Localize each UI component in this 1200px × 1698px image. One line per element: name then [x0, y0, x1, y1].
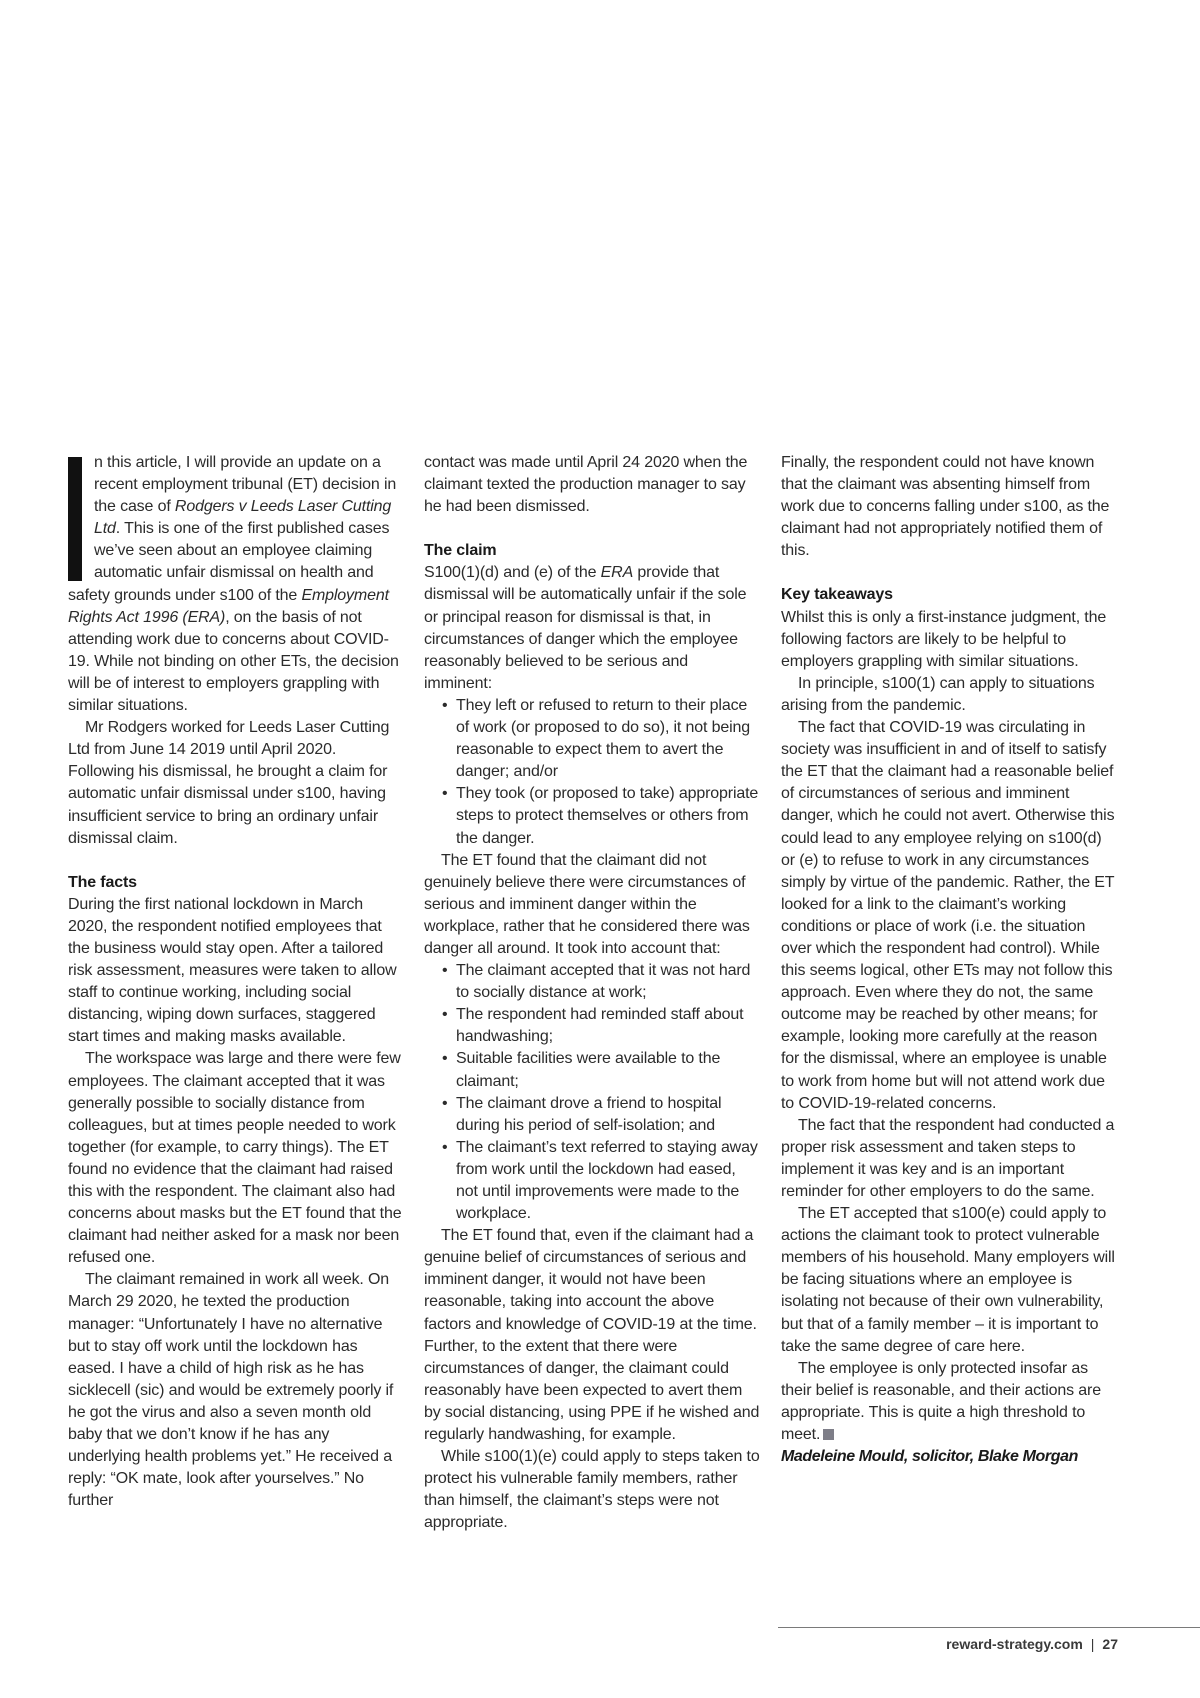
list-item: • The claimant accepted that it was not hard to socially distance at work; — [456, 960, 760, 1004]
paragraph: In principle, s100(1) can apply to situations arising from the pandemic. — [781, 674, 1095, 714]
section-heading-claim: The claim — [424, 542, 497, 560]
paragraph: The fact that the respondent had conducted a proper risk assessment and taken steps to implement it was key and is an important reminder for other employers to do the same. — [781, 1116, 1115, 1200]
paragraph: The ET found that, even if the claimant had a genuine belief of circumstances of serious and imminent danger, it would not have been reasonable, taking into account the above factors and knowledge of COVID-19 at the time. Further, to the extent that there were circumstances of danger, the claimant could reasonably have been expected to avert them by social distancing, using PPE if he wished and regularly handwashing, for example. — [424, 1227, 760, 1444]
intro-text-cont: . This is one of the first published cases we’ve seen about an employee claiming automatic unfair dismissal on health and safety grounds under s100 of the — [68, 520, 390, 604]
paragraph: The ET accepted that s100(e) could apply to actions the claimant took to protect vulnerable members of his household. Many employers will be facing situations where an employee is isolating not because of their own vulnerability, but that of a family member – it is important to take the same degree of care here. — [781, 1205, 1115, 1355]
footer-rule — [778, 1627, 1200, 1628]
spacer — [781, 562, 1117, 584]
section-heading-takeaways: Key takeaways — [781, 586, 893, 604]
intro-text-end: , on the basis of not attending work due to concerns about COVID-19. While not binding on other ETs, the decision will be of interest to employers grappling with similar situations. — [68, 608, 399, 715]
page-footer — [946, 1636, 1118, 1652]
author-byline: Madeleine Mould, solicitor, Blake Morgan — [781, 1448, 1078, 1466]
list-item: • The claimant’s text referred to staying away from work until the lockdown had eased, not until improvements were made to the workplace. — [456, 1137, 760, 1225]
paragraph — [781, 1358, 1117, 1446]
spacer — [68, 850, 404, 872]
paragraph: While s100(1)(e) could apply to steps taken to protect his vulnerable family members, rather than himself, the claimant’s steps were not appropriate. — [424, 1448, 760, 1532]
section-heading-facts: The facts — [68, 873, 137, 891]
paragraph: Mr Rodgers worked for Leeds Laser Cutting Ltd from June 14 2019 until April 2020. Following his dismissal, he brought a claim for automatic unfair dismissal under s100, having insufficient service to bring an ordinary unfair dismissal claim. — [68, 719, 390, 847]
case-name: Rodgers v Leeds Laser Cutting Ltd — [94, 498, 392, 538]
paragraph: The fact that COVID-19 was circulating in society was insufficient in and of itself to satisfy the ET that the claimant had a reasonable belief of circumstances of serious and imminent danger, which he could not avert. Otherwise this could lead to any employee relying on s100(d) or (e) to refuse to work in any circumstances simply by virtue of the pandemic. Rather, the ET looked for a link to the claimant’s working conditions or place of work (i.e. the situation over which the respondent had control). While this seems logical, other ETs may not follow this approach. Even where they do not, the same outcome may be reached by other means; for example, looking more carefully at the reason for the dismissal, where an employee is unable to work from home but will not attend work due to COVID-19-related concerns. — [781, 719, 1115, 1112]
text-span: The employee is only protected insofar as their belief is reasonable, and their actions are appropriate. This is quite a high threshold to meet. — [781, 1359, 1101, 1444]
footer-separator: | — [1090, 1636, 1095, 1652]
bullet-list — [424, 960, 760, 1225]
paragraph: The claimant remained in work all week. On March 29 2020, he texted the production manager: “Unfortunately I have no alternative but to stay off work until the lockdown has eased. I have a child of high risk as he has sicklecell (sic) and would be extremely poorly if he got the virus and also a seven month old baby that we don’t know if he has any underlying health problems yet.” He received a reply: “OK mate, look after yourselves.” No further — [68, 1271, 394, 1510]
paragraph — [424, 562, 760, 695]
page-number: 27 — [1102, 1636, 1118, 1652]
paragraph: The workspace was large and there were few employees. The claimant accepted that it was generally possible to socially distance from colleagues, but at times people needed to work together (for example, to carry things). The ET found no evidence that the claimant had raised this with the respondent. The claimant also had concerns about masks but the ET found that the claimant had neither asked for a mask nor been refused one. — [68, 1050, 402, 1267]
paragraph: During the first national lockdown in March 2020, the respondent notified employees that the business would stay open. After a tailored risk assessment, measures were taken to allow staff to continue working, including social distancing, wiping down surfaces, staggered start times and making masks available. — [68, 895, 397, 1046]
site-url: reward-strategy.com — [946, 1636, 1083, 1652]
text-span: S100(1)(d) and (e) of the — [424, 564, 601, 582]
paragraph: The ET found that the claimant did not genuinely believe there were circumstances of serious and imminent danger within the workplace, rather that he considered there was danger all around. It took into account that: — [424, 851, 750, 957]
paragraph: contact was made until April 24 2020 when the claimant texted the production manager to say he had been dismissed. — [424, 454, 748, 516]
spacer — [424, 518, 760, 540]
list-item: • They left or refused to return to their place of work (or proposed to do so), it not being reasonable to expect them to avert the danger; and/or — [456, 695, 760, 783]
drop-cap — [68, 457, 82, 581]
paragraph: Whilst this is only a first-instance judgment, the following factors are likely to be helpful to employers grappling with similar situations. — [781, 608, 1107, 670]
article-column-2 — [424, 452, 760, 1535]
list-item: • Suitable facilities were available to the claimant; — [456, 1048, 760, 1092]
list-item: • The respondent had reminded staff about handwashing; — [456, 1004, 760, 1048]
text-span: provide that dismissal will be automatically unfair if the sole or principal reason for dismissal is that, in circumstances of danger which the employee reasonably believed to be serious and imminent: — [424, 564, 747, 692]
act-name: Employment Rights Act 1996 (ERA) — [68, 586, 389, 626]
list-item: • The claimant drove a friend to hospital during his period of self-isolation; and — [456, 1093, 760, 1137]
article-column-1 — [68, 452, 404, 1512]
intro-text: n this article, I will provide an update on a recent employment tribunal (ET) decision in the case of — [94, 454, 397, 516]
bullet-list — [424, 695, 760, 850]
paragraph: Finally, the respondent could not have known that the claimant was absenting himself from work due to concerns falling under s100, as the claimant had not appropriately notified them of this. — [781, 454, 1110, 560]
list-item: • They took (or proposed to take) appropriate steps to protect themselves or others from the danger. — [456, 783, 760, 849]
end-mark-icon — [823, 1429, 834, 1440]
intro-paragraph — [68, 452, 404, 717]
article-column-3 — [781, 452, 1117, 1468]
act-abbrev: ERA — [600, 564, 634, 582]
